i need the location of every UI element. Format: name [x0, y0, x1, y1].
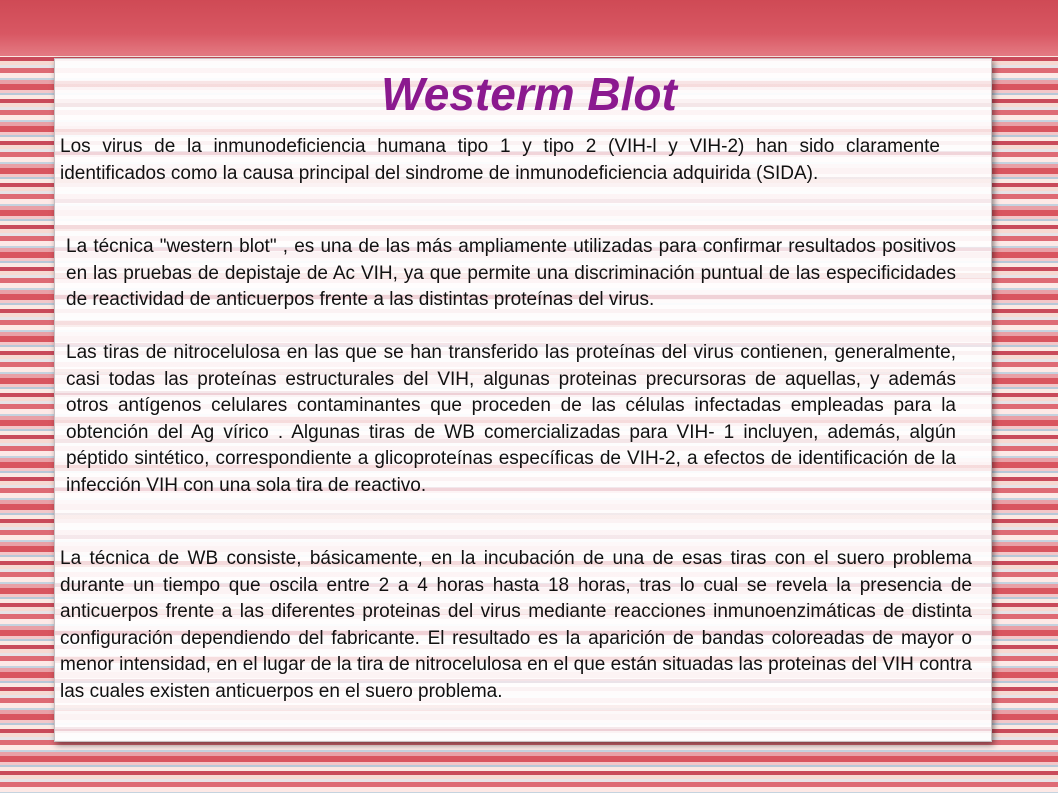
strips-paragraph: Las tiras de nitrocelulosa en las que se han transferido las proteínas del virus contienen, generalmente, casi todas las proteínas estructurales del VIH, algunas proteinas precursoras de aquellas, y además otros antígenos celulares contaminantes que proceden de las células infectadas empleadas para la obtención del Ag vírico . Algunas tiras de WB comercializadas para VIH- 1 incluyen, además, algún péptido sintético, correspondiente a glicoproteínas específicas de VIH-2, a efectos de identificación de la infección VIH con una sola tira de reactivo. [66, 342, 956, 496]
technique-paragraph: La técnica "western blot" , es una de las más ampliamente utilizadas para confirmar resultados positivos en las pruebas de depistaje de Ac VIH, ya que permite una discriminación puntual de las especificidades de reactividad de anticuerpos frente a las distintas proteínas del virus. [66, 236, 956, 310]
procedure-paragraph: La técnica de WB consiste, básicamente, en la incubación de una de esas tiras con el suero problema durante un tiempo que oscila entre 2 a 4 horas hasta 18 horas, tras lo cual se revela la presencia de anticuerpos frente a las diferentes proteinas del virus mediante reacciones inmunoenzimáticas de distinta configuración dependiendo del fabricante. El resultado es la aparición de bandas coloreadas de mayor o menor intensidad, en el lugar de la tira de nitrocelulosa en el que están situadas las proteinas del VIH contra las cuales existen anticuerpos en el suero problema. [60, 548, 972, 702]
intro-paragraph: Los virus de la inmunodeficiencia humana tipo 1 y tipo 2 (VIH-l y VIH-2) han sido claramente identificados como la causa principal del sindrome de inmunodeficiencia adquirida (SIDA). [60, 136, 940, 184]
slide-title: Westerm Blot [381, 68, 677, 120]
top-decorative-band [0, 0, 1058, 56]
